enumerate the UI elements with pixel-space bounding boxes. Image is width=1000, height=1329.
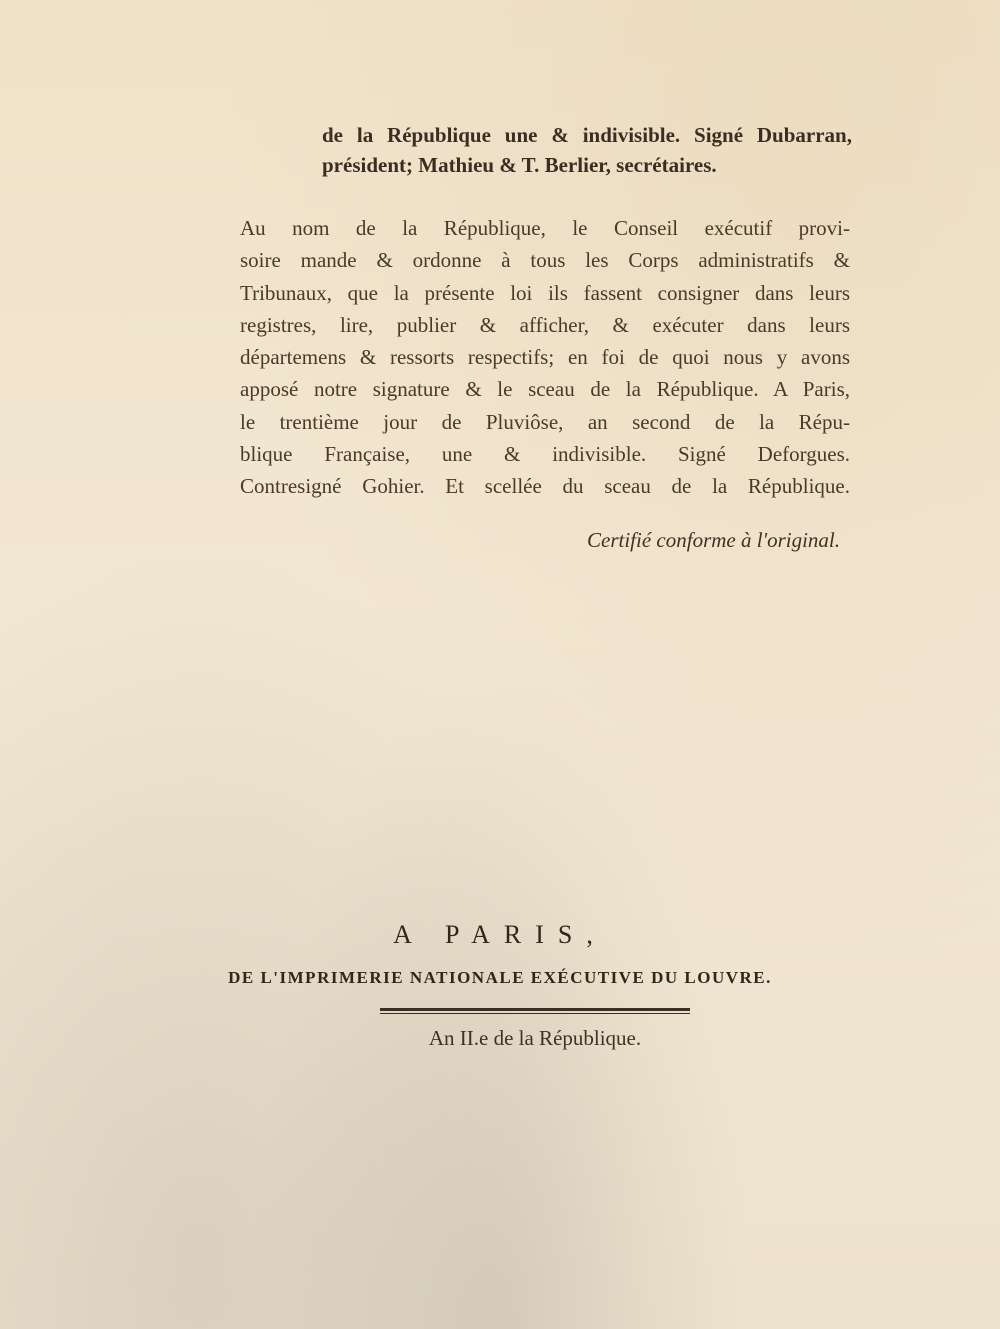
signature-block [322,120,852,180]
certification-note: Certifié conforme à l'original. [587,528,840,552]
signature-line-2: président; Mathieu & T. Berlier, secrétaires. [322,153,717,177]
paragraph-line: apposé notre signature & le sceau de la République. A Paris, [240,377,850,402]
paragraph-line: blique Française, une & indivisible. Signé Deforgues. [240,442,850,467]
paragraph-line: soire mande & ordonne à tous les Corps administratifs & [240,248,850,273]
paragraph-line: départemens & ressorts respectifs; en foi de quoi nous y avons [240,345,850,370]
decorative-rule [380,1008,690,1014]
promulgation-paragraph [240,212,850,503]
paragraph-line: registres, lire, publier & afficher, & exécuter dans leurs [240,312,850,337]
paragraph-line: Tribunaux, que la présente loi ils fassent consigner dans leurs [240,280,850,305]
imprint-year: An II.e de la République. [428,1026,642,1050]
signature-line-1: de la République une & indivisible. Signé Dubarran, [322,123,852,147]
imprint-city: A PARIS, [393,920,607,949]
paragraph-line: Au nom de la République, le Conseil exécutif provi- [240,216,850,240]
imprint-printer: DE L'IMPRIMERIE NATIONALE EXÉCUTIVE DU LOUVRE. [228,968,772,987]
paragraph-line: Contresigné Gohier. Et scellée du sceau de la République. [240,474,850,499]
paragraph-line: le trentième jour de Pluviôse, an second de la Répu- [240,409,850,434]
